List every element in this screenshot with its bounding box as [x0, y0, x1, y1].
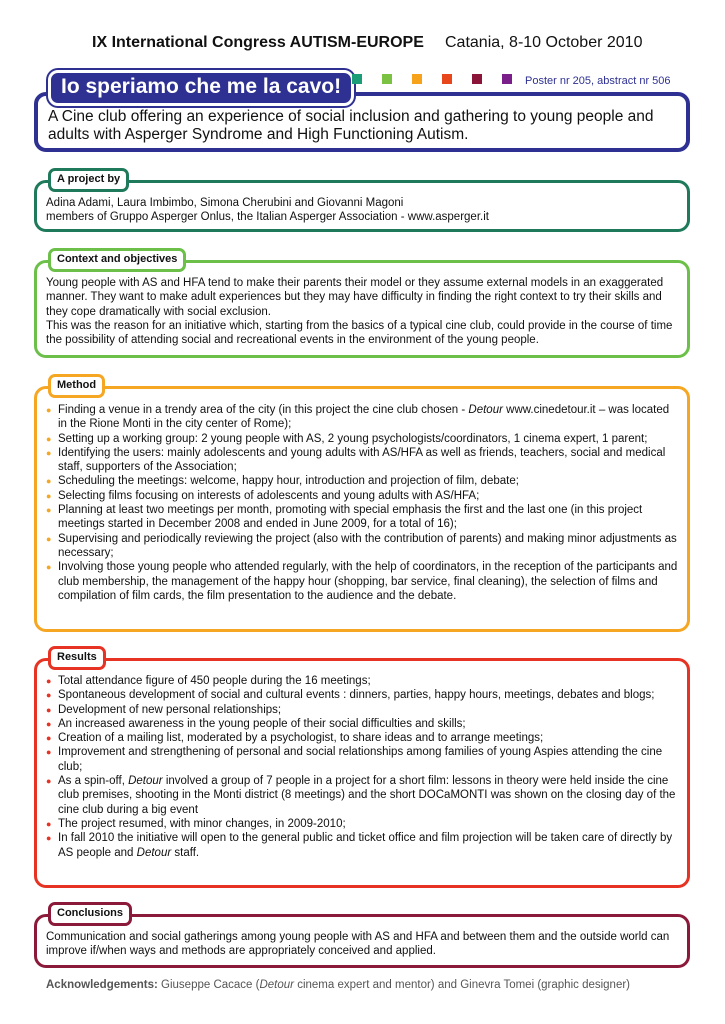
- method-item: ● Finding a venue in a trendy area of the city (in this project the cine club chosen - Detour www.cinedetour.it – was located in the Rione Monti in the city center of Rome);: [46, 403, 680, 432]
- authors-line: Adina Adami, Laura Imbimbo, Simona Cherubini and Giovanni Magoni: [46, 197, 404, 209]
- results-item: ● In fall 2010 the initiative will open to the general public and ticket office and film projection will be taken care of directly by AS people and Detour staff.: [46, 831, 680, 860]
- results-item: ● Spontaneous development of social and cultural events : dinners, parties, happy hours, meetings, debates and blogs;: [46, 688, 680, 702]
- project-authors: [46, 196, 676, 225]
- context-paragraph-1: Young people with AS and HFA tend to make their parents their model or they assume external models in an exaggerated manner. They want to make adult experiences but they may have difficulty in finding the right context to try their skills and they cope dramatically with social exclusion.: [46, 277, 664, 318]
- poster-reference: Poster nr 205, abstract nr 506: [525, 75, 671, 87]
- results-item: ● The project resumed, with minor changes, in 2009-2010;: [46, 817, 680, 831]
- context-paragraph-2: This was the reason for an initiative which, starting from the basics of a typical cine club, could provide in the course of time the possibility of attending social and recreational events in the environment of the young people.: [46, 319, 673, 347]
- method-item: ● Supervising and periodically reviewing the project (also with the contribution of parents) and making minor adjustments as necessary;: [46, 532, 680, 561]
- method-item: ● Identifying the users: mainly adolescents and young adults with AS/HFA as well as friends, teachers, social and medical staff, supporters of the Association;: [46, 446, 680, 475]
- acknowledgements-label: Acknowledgements:: [46, 979, 158, 991]
- results-list-wrap: [46, 674, 680, 860]
- method-item: ● Selecting films focusing on interests of adolescents and young adults with AS/HFA;: [46, 489, 680, 503]
- poster-title: Io speriamo che me la cavo!: [48, 70, 354, 106]
- color-square: [442, 74, 452, 84]
- method-item: ● Setting up a working group: 2 young people with AS, 2 young psychologists/coordinators, 1 cinema expert, 1 parent;: [46, 432, 680, 446]
- ack-post: cinema expert and mentor) and Ginevra Tomei (graphic designer): [294, 979, 631, 991]
- color-square: [412, 74, 422, 84]
- conclusions-text: Communication and social gatherings among young people with AS and HFA and between them and the outside world can improve if/when ways and methods are appropriately conceived and applied.: [46, 931, 670, 958]
- results-item: ● Development of new personal relationships;: [46, 703, 680, 717]
- results-item: ● Total attendance figure of 450 people during the 16 meetings;: [46, 674, 680, 688]
- results-item: ● Improvement and strengthening of personal and social relationships among families of young Aspies attending the cine club;: [46, 745, 680, 774]
- method-item: ● Scheduling the meetings: welcome, happy hour, introduction and projection of film, debate;: [46, 474, 680, 488]
- context-tag: Context and objectives: [48, 248, 186, 272]
- congress-location-date: Catania, 8-10 October 2010: [445, 34, 643, 51]
- method-list-wrap: [46, 403, 680, 603]
- color-square: [352, 74, 362, 84]
- color-square: [502, 74, 512, 84]
- poster-subtitle: A Cine club offering an experience of social inclusion and gathering to young people and adults with Asperger Syndrome and High Functioning Autism.: [48, 108, 654, 143]
- context-text: [46, 276, 680, 347]
- color-squares: [352, 74, 512, 84]
- ack-em: Detour: [259, 979, 294, 991]
- results-item: ● Creation of a mailing list, moderated by a psychologist, to share ideas and to arrange meetings;: [46, 731, 680, 745]
- acknowledgements: [46, 979, 630, 991]
- congress-title: IX International Congress AUTISM-EUROPE: [92, 34, 424, 51]
- method-item: ● Planning at least two meetings per month, promoting with special emphasis the first and the last one (in this project meetings started in December 2008 and ended in June 2009, for a total of 16);: [46, 503, 680, 532]
- color-square: [382, 74, 392, 84]
- method-list: [46, 403, 680, 603]
- results-list: [46, 674, 680, 860]
- color-square: [472, 74, 482, 84]
- ack-pre: Giuseppe Cacace (: [157, 979, 260, 991]
- project-tag: A project by: [48, 168, 129, 192]
- conclusions-tag: Conclusions: [48, 902, 132, 926]
- results-item: ● As a spin-off, Detour involved a group of 7 people in a project for a short film: lessons in theory were held inside the cine club premises, shooting in the Monti district (8 meetings) and the short DOCaMONTI was shown on the closing day of the cine club during a big event: [46, 774, 680, 817]
- results-tag: Results: [48, 646, 106, 670]
- method-item: ● Involving those young people who attended regularly, with the help of coordinators, in the reception of the participants and club membership, the management of the happy hour (shopping, bar service, final cleaning), the selection of films and compilation of film cards, the film presentation to the audience and the debate.: [46, 560, 680, 603]
- method-tag: Method: [48, 374, 105, 398]
- results-item: ● An increased awareness in the young people of their social difficulties and skills;: [46, 717, 680, 731]
- association-line: members of Gruppo Asperger Onlus, the Italian Asperger Association - www.asperger.it: [46, 211, 489, 224]
